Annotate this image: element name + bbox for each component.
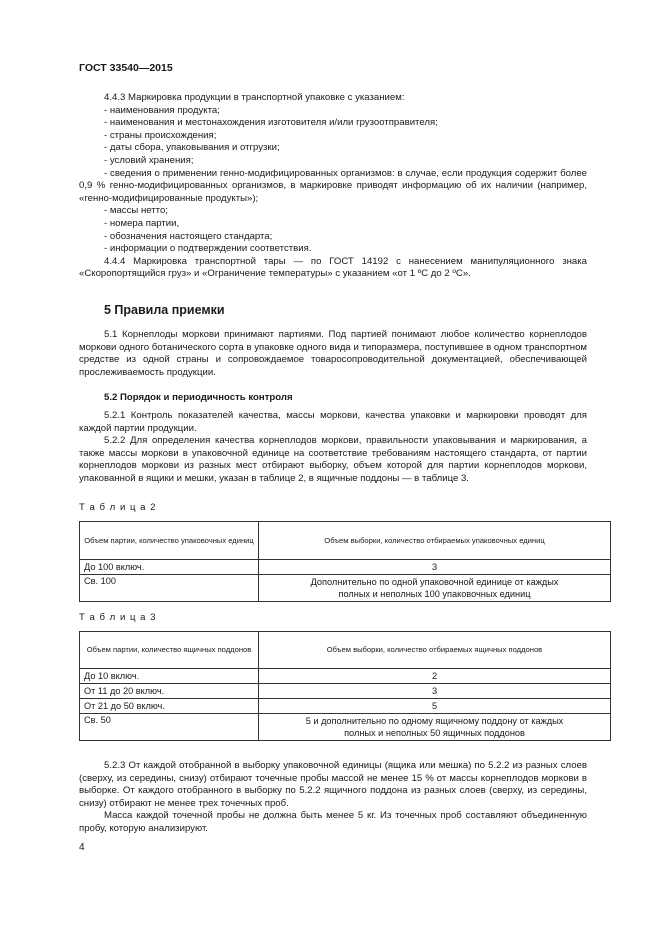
table-header-row	[80, 632, 611, 669]
table-cell: 3	[259, 560, 611, 575]
list-item: - обозначения настоящего стандарта;	[104, 230, 273, 242]
paragraph-5-1-text: 5.1 Корнеплоды моркови принимают партиями. Под партией понимают любое количество корнеплодов моркови одного ботанического сорта в упаковке одного вида и типоразмера, поступившее в одном транспортном средстве из одной страны и сопровождаемое товаросопроводительной документацией, обеспечивающей прослеживаемость продукции.	[79, 329, 587, 378]
paragraph-sample-mass: Масса каждой точечной пробы не должна быть менее 5 кг. Из точечных проб составляют объединенную пробу, которую анализируют.	[79, 810, 587, 834]
list-item: - наименования и местонахождения изготовителя и/или грузоотправителя;	[104, 117, 438, 129]
table-row	[80, 669, 611, 684]
table-row	[80, 684, 611, 699]
subsection-5-2-title: 5.2 Порядок и периодичность контроля	[104, 392, 293, 403]
section-5-2-body	[79, 410, 587, 486]
table-cell: До 100 включ.	[80, 560, 259, 575]
table-row	[80, 560, 611, 575]
section-4-4-3	[79, 92, 587, 281]
table-cell: До 10 включ.	[80, 669, 259, 684]
paragraph-5-1	[79, 329, 587, 379]
table-cell: От 21 до 50 включ.	[80, 699, 259, 714]
section-5-2-3-body	[79, 760, 587, 836]
table-3-caption: Т а б л и ц а 3	[79, 612, 157, 623]
paragraph-5-2-2: 5.2.2 Для определения качества корнеплодов моркови, правильности упаковывания и маркирования, а также массы моркови в упаковочной единице на соответствие требованиям настоящего стандарта, от партии корнеплодов моркови из разных мест отбирают выборку, объем которой для партии корнеплодов моркови, упакованной в ящики и мешки, указан в таблице 2, в ящичные поддоны — в таблице 3.	[79, 435, 587, 484]
table-cell: От 11 до 20 включ.	[80, 684, 259, 699]
list-item: - наименования продукта;	[104, 104, 220, 116]
paragraph-4-4-4: 4.4.4 Маркировка транспортной тары — по ГОСТ 14192 с нанесением манипуляционного знака «Скоропортящийся груз» и «Ограничение температуры» с указанием «от 1 ºС до 2 ºС».	[79, 255, 587, 280]
paragraph-5-2-1: 5.2.1 Контроль показателей качества, массы моркови, качества упаковки и маркировки проводят для каждой партии продукции.	[79, 410, 587, 434]
list-item: - массы нетто;	[104, 205, 168, 217]
paragraph-5-2-3: 5.2.3 От каждой отобранной в выборку упаковочной единицы (ящика или мешка) по 5.2.2 из разных слоев (сверху, из середины, снизу) отбирают точечные пробы массой не менее 15 % от массы корнеплодов моркови в выборке. От каждого отобранного в выборку по 5.2.2 ящичного поддона из разных слоев (сверху, из середины, снизу) отбирают не менее трех точечных проб.	[79, 760, 587, 809]
page-number: 4	[79, 842, 85, 853]
list-item: - условий хранения;	[104, 154, 194, 166]
section-5-title: 5 Правила приемки	[104, 303, 225, 317]
paragraph-4-4-3: 4.4.3 Маркировка продукции в транспортной упаковке с указанием:	[104, 92, 405, 103]
list-item: - номера партии,	[104, 217, 180, 229]
table-3	[79, 631, 611, 741]
list-item: - даты сбора, упаковывания и отгрузки;	[104, 142, 280, 154]
table-header-cell: Объем выборки, количество отбираемых ящичных поддонов	[259, 632, 611, 669]
table-header-cell: Объем выборки, количество отбираемых упаковочных единиц	[259, 522, 611, 560]
document-header: ГОСТ 33540—2015	[79, 62, 173, 74]
table-cell: 3	[259, 684, 611, 699]
table-header-row	[80, 522, 611, 560]
table-cell: 5	[259, 699, 611, 714]
table-header-cell: Объем партии, количество ящичных поддонов	[80, 632, 259, 669]
table-cell: 5 и дополнительно по одному ящичному поддону от каждых полных и неполных 50 ящичных поддонов	[259, 714, 611, 741]
list-item: - информации о подтверждении соответствия.	[104, 243, 312, 255]
table-header-cell: Объем партии, количество упаковочных единиц	[80, 522, 259, 560]
table-cell: Св. 100	[80, 575, 259, 602]
table-cell: Св. 50	[80, 714, 259, 741]
table-row	[80, 714, 611, 741]
list-item: - страны происхождения;	[104, 129, 217, 141]
table-cell: Дополнительно по одной упаковочной единице от каждых полных и неполных 100 упаковочных единиц	[259, 575, 611, 602]
table-cell: 2	[259, 669, 611, 684]
list-item-gmo: - сведения о применении генно-модифицированных организмов: в случае, если продукция содержит более 0,9 % генно-модифицированных организмов, в маркировке приводят информацию об их наличии (например, «генно-модифицированные продукты»);	[79, 167, 587, 204]
table-row	[80, 699, 611, 714]
table-row	[80, 575, 611, 602]
table-2	[79, 521, 611, 602]
table-2-caption: Т а б л и ц а 2	[79, 502, 157, 513]
